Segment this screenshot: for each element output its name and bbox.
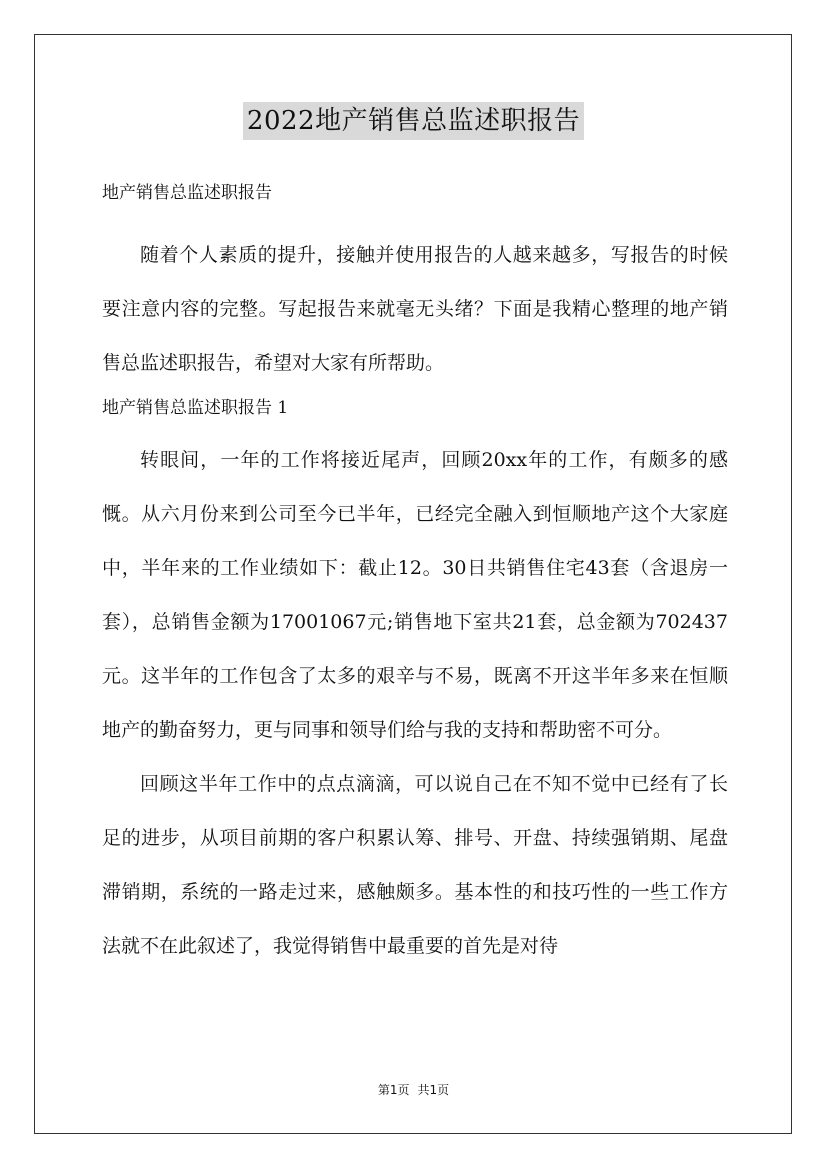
body-paragraph-2: 回顾这半年工作中的点点滴滴，可以说自己在不知不觉中已经有了长足的进步，从项目前期的客户积累认筹、排号、开盘、持续强销期、尾盘滞销期，系统的一路走过来，感触颇多。基本性的和技巧性的一些工作方法就不在此叙述了，我觉得销售中最重要的首先是对待 [102, 773, 728, 957]
page-total: 共1页 [417, 1083, 450, 1097]
page-footer [0, 1081, 827, 1098]
document-title: 2022地产销售总监述职报告 [243, 102, 584, 140]
body-paragraph-1: 转眼间，一年的工作将接近尾声，回顾20xx年的工作，有颇多的感慨。从六月份来到公司至今已半年，已经完全融入到恒顺地产这个大家庭中，半年来的工作业绩如下：截止12。30日共销售住宅43套（含退房一套），总销售金额为17001067元;销售地下室共21套，总金额为702437元。这半年的工作包含了太多的艰辛与不易，既离不开这半年多来在恒顺地产的勤奋努力，更与同事和领导们给与我的支持和帮助密不可分。 [102, 449, 728, 741]
document-body [102, 178, 728, 973]
page-number: 第1页 [377, 1083, 410, 1097]
section-heading: 地产销售总监述职报告 1 [102, 398, 289, 418]
title-container [0, 102, 827, 140]
document-subtitle: 地产销售总监述职报告 [102, 183, 272, 203]
intro-paragraph: 随着个人素质的提升，接触并使用报告的人越来越多，写报告的时候要注意内容的完整。写起报告来就毫无头绪？下面是我精心整理的地产销售总监述职报告，希望对大家有所帮助。 [102, 244, 728, 374]
